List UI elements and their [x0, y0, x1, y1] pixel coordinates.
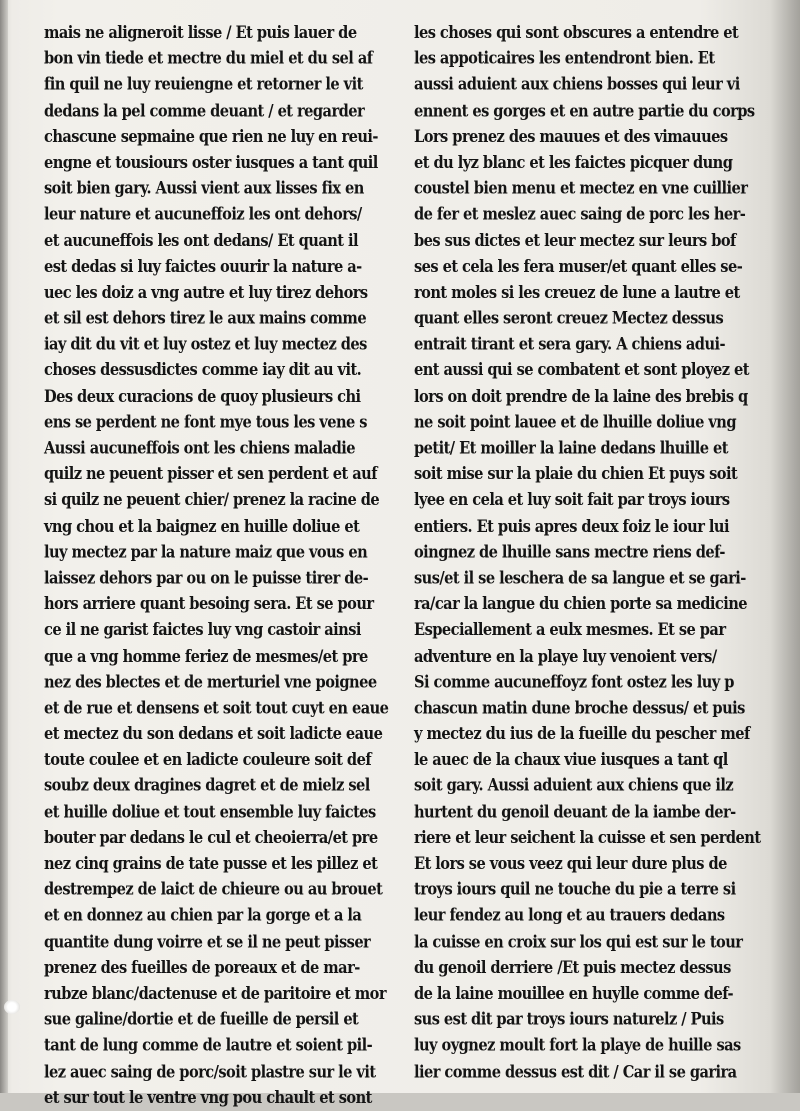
left-text-column — [44, 20, 394, 1111]
text-line: quant elles seront creuez Mectez dessus — [414, 309, 724, 329]
text-line: chascun matin dune broche dessus/ et puis — [414, 698, 745, 718]
paper-wormhole — [4, 1000, 20, 1014]
text-line: luy oygnez moult fort la playe de huille sas — [414, 1036, 741, 1056]
text-line: ennent es gorges et en autre partie du corps — [414, 101, 755, 121]
text-line: petit/ Et moiller la laine dedans lhuille et — [414, 438, 728, 458]
text-line: lier comme dessus est dit / Car il se garira — [414, 1062, 737, 1082]
text-line: ses et cela les fera muser/et quant elles se- — [414, 257, 743, 277]
text-line: toute coulee et en ladicte couleure soit def — [44, 750, 372, 770]
text-line: et du lyz blanc et les faictes picquer dung — [414, 153, 733, 173]
text-line: soubz deux dragines dagret et de mielz sel — [44, 776, 370, 796]
text-line: bon vin tiede et mectre du miel et du sel af — [44, 49, 373, 69]
text-line: du genoil derriere /Et puis mectez dessus — [414, 958, 731, 978]
text-line: ce il ne garist faictes luy vng castoir ainsi — [44, 620, 361, 640]
text-line: destrempez de laict de chieure ou au brouet — [44, 880, 383, 900]
text-line: choses dessusdictes comme iay dit au vit. — [44, 360, 362, 381]
text-line: et mectez du son dedans et soit ladicte eaue — [44, 724, 383, 744]
text-line: et sil est dehors tirez le aux mains comme — [44, 309, 367, 329]
text-line: soit gary. Aussi aduient aux chiens que ilz — [414, 776, 734, 796]
text-line: riere et leur seichent la cuisse et sen perdent — [414, 828, 761, 848]
text-line: nez cinq grains de tate pusse et les pillez et — [44, 854, 378, 874]
text-line: dedans la pel comme deuant / et regarder — [44, 101, 365, 121]
text-line: bes sus dictes et leur mectez sur leurs bof — [414, 231, 736, 251]
text-line: la cuisse en croix sur los qui est sur le tour — [414, 932, 743, 952]
text-line: de fer et meslez auec saing de porc les her- — [414, 205, 746, 225]
text-line: est dedas si luy faictes ouurir la nature a- — [44, 257, 362, 277]
text-line: ens se perdent ne font mye tous les vene s — [44, 412, 367, 432]
text-line: prenez des fueilles de poreaux et de mar- — [44, 958, 360, 978]
text-line: et huille doliue et tout ensemble luy faictes — [44, 802, 376, 822]
text-line: lors on doit prendre de la laine des brebis q — [414, 386, 748, 406]
text-line: adventure en la playe luy venoient vers/ — [414, 646, 717, 666]
text-line: hors arriere quant besoing sera. Et se pour — [44, 594, 374, 614]
text-line: Et lors se vous veez qui leur dure plus de — [414, 854, 727, 874]
text-line: coustel bien menu et mectez en vne cuillier — [414, 179, 748, 199]
text-line: ne soit point lauee et de lhuille doliue vng — [414, 412, 737, 432]
text-line: et sur tout le ventre vng pou chault et sont — [44, 1088, 372, 1108]
text-line: bouter par dedans le cul et cheoierra/et pre — [44, 828, 378, 848]
text-line: leur nature et aucuneffoiz les ont dehors/ — [44, 205, 362, 225]
text-line: si quilz ne peuent chier/ prenez la racine de — [44, 490, 380, 510]
text-line: Si comme aucuneffoyz font ostez les luy p — [414, 672, 734, 692]
text-line: rubze blanc/dactenuse et de paritoire et mor — [44, 984, 386, 1004]
text-line: ront moles si les creuez de lune a lautre et — [414, 283, 740, 303]
text-line: fin quil ne luy reuiengne et retorner le vit — [44, 75, 363, 95]
right-text-column — [414, 20, 760, 1085]
text-line: sus est dit par troys iours naturelz / Puis — [414, 1010, 724, 1030]
text-line: vng chou et la baignez en huille doliue et — [44, 516, 360, 536]
text-line: Lors prenez des mauues et des vimauues — [414, 127, 728, 147]
text-line: leur fendez au long et au trauers dedans — [414, 906, 725, 926]
text-line: le auec de la chaux viue iusques a tant ql — [414, 750, 728, 770]
text-line: sue galine/dortie et de fueille de persil et — [44, 1010, 359, 1030]
text-line: Especiallement a eulx mesmes. Et se par — [414, 620, 726, 640]
text-line: aussi aduient aux chiens bosses qui leur vi — [414, 75, 740, 95]
text-line: laissez dehors par ou on le puisse tirer de- — [44, 568, 369, 588]
text-line: ra/car la langue du chien porte sa medicine — [414, 594, 748, 614]
text-line: troys iours quil ne touche du pie a terre si — [414, 880, 736, 900]
text-line: entiers. Et puis apres deux foiz le iour lui — [414, 516, 729, 536]
text-line: oingnez de lhuille sans mectre riens def- — [414, 542, 725, 562]
text-line: lyee en cela et luy soit fait par troys iours — [414, 490, 730, 510]
text-line: quantite dung voirre et se il ne peut pisser — [44, 932, 371, 952]
text-line: les appoticaires les entendront bien. Et — [414, 49, 715, 69]
text-line: soit mise sur la plaie du chien Et puys soit — [414, 464, 738, 484]
text-line: lez auec saing de porc/soit plastre sur le vit — [44, 1062, 376, 1082]
text-line: et de rue et densens et soit tout cuyt en eaue — [44, 698, 389, 718]
text-line: quilz ne peuent pisser et sen perdent et auf — [44, 464, 377, 484]
text-line: iay dit du vit et luy ostez et luy mectez des — [44, 335, 367, 355]
text-line: entrait tirant et sera gary. A chiens adui- — [414, 335, 726, 355]
text-line: luy mectez par la nature maiz que vous en — [44, 542, 368, 562]
text-line: soit bien gary. Aussi vient aux lisses fix en — [44, 179, 364, 199]
text-line: chascune sepmaine que rien ne luy en reui- — [44, 127, 378, 147]
text-line: Aussi aucuneffois ont les chiens maladie — [44, 438, 356, 458]
text-line: nez des blectes et de merturiel vne poignee — [44, 672, 377, 692]
text-line: de la laine mouillee en huylle comme def- — [414, 984, 733, 1004]
text-line: et en donnez au chien par la gorge et a la — [44, 906, 362, 926]
text-line: engne et tousiours oster iusques a tant quil — [44, 153, 378, 173]
text-line: sus/et il se leschera de sa langue et se gari- — [414, 568, 746, 588]
text-line: ent aussi qui se combatent et sont ployez et — [414, 360, 749, 381]
text-line: mais ne aligneroit lisse / Et puis lauer de — [44, 23, 357, 43]
text-line: les choses qui sont obscures a entendre et — [414, 23, 739, 43]
text-line: Des deux curacions de quoy plusieurs chi — [44, 386, 361, 406]
page-gutter-shadow — [770, 0, 800, 1093]
text-line: uec les doiz a vng autre et luy tirez dehors — [44, 283, 368, 303]
text-line: tant de lung comme de lautre et soient pil- — [44, 1036, 373, 1056]
text-line: hurtent du genoil deuant de la iambe der- — [414, 802, 736, 822]
text-line: et aucuneffois les ont dedans/ Et quant il — [44, 231, 359, 251]
text-line: y mectez du ius de la fueille du pescher mef — [414, 724, 750, 744]
text-line: que a vng homme feriez de mesmes/et pre — [44, 646, 368, 666]
